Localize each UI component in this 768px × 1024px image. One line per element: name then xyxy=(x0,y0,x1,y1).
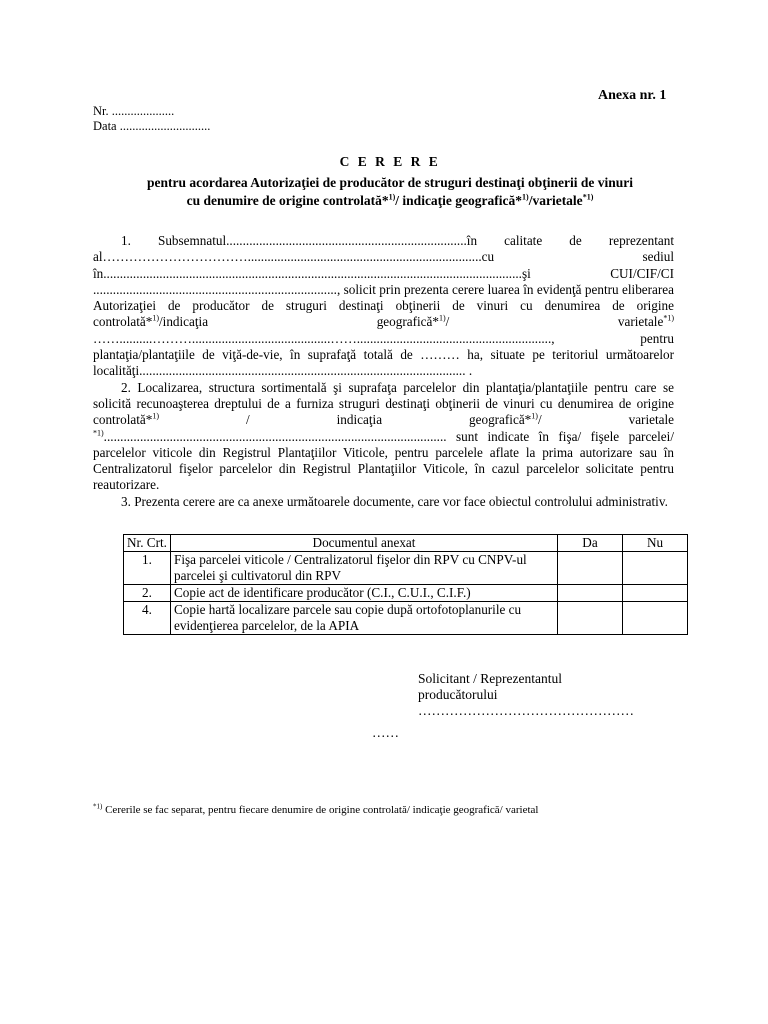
col-nu: Nu xyxy=(623,535,688,552)
registration-block xyxy=(93,104,210,134)
signature-line-continuation: …… xyxy=(372,725,399,740)
request-body xyxy=(93,233,674,510)
registration-number: Nr. .................... xyxy=(93,104,175,118)
table-row xyxy=(124,552,688,585)
paragraph-1: 1. Subsemnatul.........................................................................în calitate de reprezentant al…………………………….......................................................................cu sediul în...............................................................................................................................şi CUI/CIF/CI .........................................................................., solicit prin prezenta cerere luarea în evidenţă pentru eliberarea Autorizaţiei de producător de struguri destinaţi obţinerii de vinuri cu denumirea de origine controlată*$^{1)}$/indicaţia geografică*$^{1)}$/ varietale$^{*1)}$ ……..........………..........................................……..........................................................., pentru plantaţia/plantaţiile de viţă-de-vie, în suprafaţă totală de ……… ha, situate pe teritoriul următoarelor localităţi................................................................................................... . xyxy=(93,233,674,379)
footnote-marker: *1) xyxy=(93,802,103,811)
row-nu-checkbox[interactable] xyxy=(623,585,688,602)
annex-number: Anexa nr. 1 xyxy=(598,88,667,103)
signature-line[interactable]: ………………………………………… xyxy=(418,703,634,718)
row-document: Copie act de identificare producător (C.I., C.U.I., C.I.F.) xyxy=(171,585,558,602)
col-nr-crt: Nr. Crt. xyxy=(124,535,171,552)
table-header-row xyxy=(124,535,688,552)
signature-role-line2: producătorului xyxy=(418,687,498,702)
table-row xyxy=(124,585,688,602)
document-subtitle-line1: pentru acordarea Autorizaţiei de producător de struguri destinaţi obţinerii de vinuri xyxy=(147,175,633,190)
footnote xyxy=(93,804,538,816)
row-da-checkbox[interactable] xyxy=(558,602,623,635)
row-nu-checkbox[interactable] xyxy=(623,552,688,585)
row-da-checkbox[interactable] xyxy=(558,585,623,602)
paragraph-3: 3. Prezenta cerere are ca anexe următoarele documente, care vor face obiectul controlului administrativ. xyxy=(121,493,668,509)
registration-date: Data ............................. xyxy=(93,119,211,133)
signature-block xyxy=(418,671,634,719)
footnote-text: Cererile se fac separat, pentru fiecare denumire de origine controlată/ indicaţie geografică/ varietal xyxy=(102,804,539,816)
col-da: Da xyxy=(558,535,623,552)
document-subtitle-line2: cu denumire de origine controlată*$^{1)}$/ indicaţie geografică*$^{1)}$/varietale$^{*1)}$ xyxy=(186,192,594,208)
row-da-checkbox[interactable] xyxy=(558,552,623,585)
row-nu-checkbox[interactable] xyxy=(623,602,688,635)
paragraph-2: 2. Localizarea, structura sortimentală şi suprafaţa parcelelor din plantaţia/plantaţiile pentru care se solicită recunoaşterea dreptului de a furniza struguri destinaţi obţinerii de vinuri cu denumirea de origine controlată*$^{1)}$ / indicaţia geografică*$^{1)}$/ varietale $^{*1)}$........................................................................................................ sunt indicate în fişa/ fişele parcelei/ parcelelor viticole din Registrul Plantaţiilor Viticole, pentru parcelele aflate la prima autorizare sau în Centralizatorul fişelor parcelelor din Registrul Plantaţiilor Viticole, în cazul parcelelor solicitate pentru reautorizare. xyxy=(93,379,674,493)
row-number: 1. xyxy=(124,552,171,585)
row-document: Fişa parcelei viticole / Centralizatorul fişelor din RPV cu CNPV-ul parcelei şi cultivatorul din RPV xyxy=(171,552,558,585)
signature-role: Solicitant / Reprezentantul xyxy=(418,671,562,686)
document-title: C E R E R E xyxy=(339,154,441,169)
annex-documents-table xyxy=(123,534,688,635)
row-document: Copie hartă localizare parcele sau copie după ortofotoplanurile cu evidenţierea parcelelor, de la APIA xyxy=(171,602,558,635)
row-number: 4. xyxy=(124,602,171,635)
table-row xyxy=(124,602,688,635)
row-number: 2. xyxy=(124,585,171,602)
col-document: Documentul anexat xyxy=(171,535,558,552)
